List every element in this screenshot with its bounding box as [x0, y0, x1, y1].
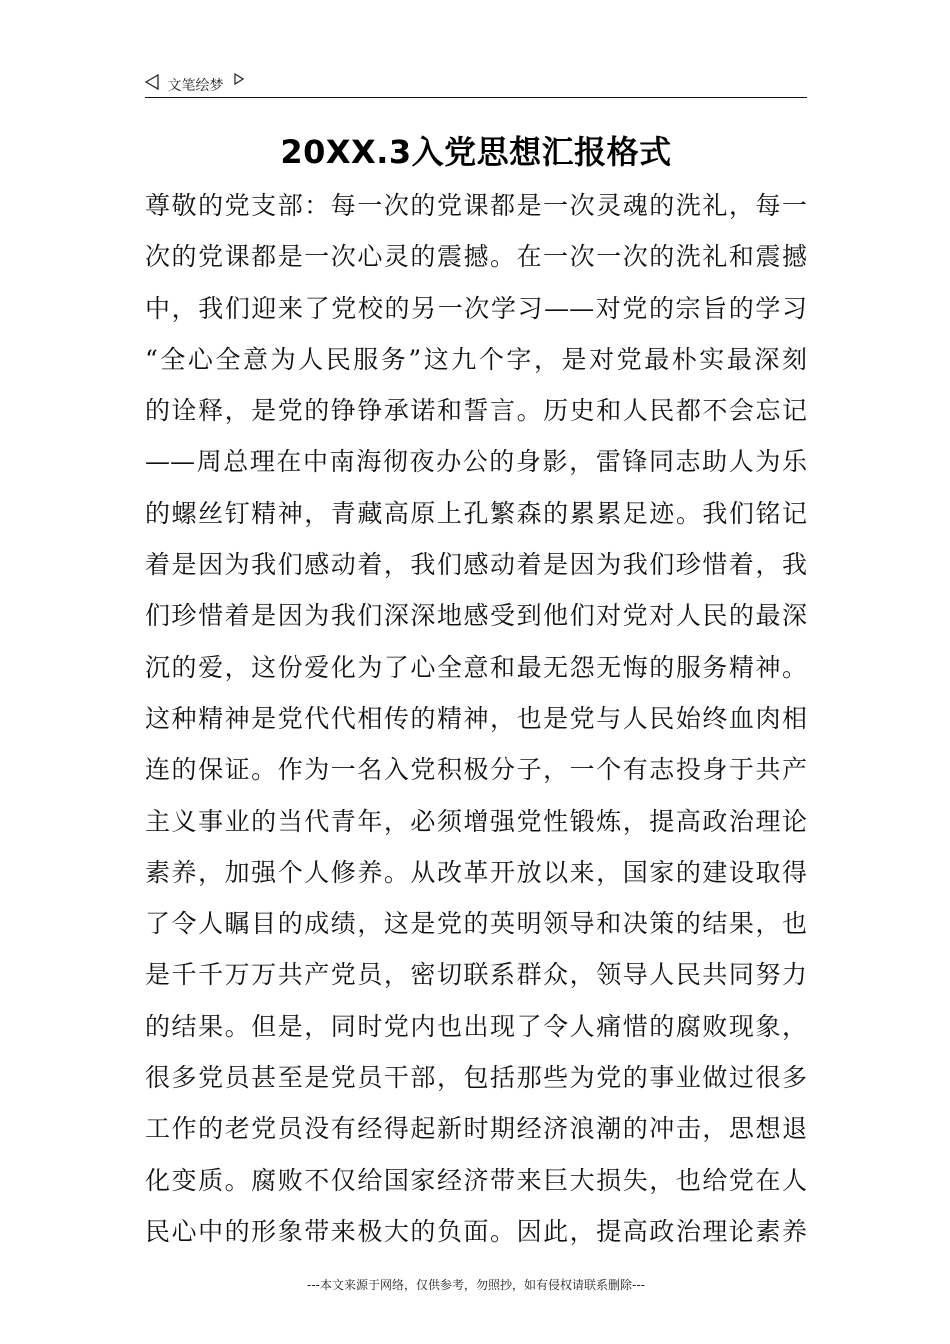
body-text-line: 沉的爱，这份爱化为了心全意和最无怨无悔的服务精神。 — [145, 652, 807, 682]
page-header — [145, 74, 807, 96]
body-text-line: 尊敬的党支部：每一次的党课都是一次灵魂的洗礼，每一 — [145, 191, 807, 220]
body-text-line: 次的党课都是一次心灵的震撼。在一次一次的洗礼和震撼 — [145, 242, 807, 272]
body-text-line: 素养，加强个人修养。从改革开放以来，国家的建设取得 — [145, 857, 807, 887]
body-text-line: 的螺丝钉精神，青藏高原上孔繁森的累累足迹。我们铭记 — [145, 498, 807, 528]
body-text-line: 民心中的形象带来极大的负面。因此，提高政治理论素养 — [145, 1216, 807, 1246]
document-title: 20XX.3入党思想汇报格式 — [280, 133, 672, 171]
body-text-line: ——周总理在中南海彻夜办公的身影，雷锋同志助人为乐 — [145, 447, 807, 477]
body-text-line: 的结果。但是，同时党内也出现了令人痛惜的腐败现象， — [145, 1011, 807, 1041]
page-footer: ---本文来源于网络，仅供参考，勿照抄，如有侵权请联系删除--- — [307, 1278, 645, 1292]
triangle-right-icon — [234, 75, 244, 97]
body-text-line: 连的保证。作为一名入党积极分子，一个有志投身于共产 — [145, 755, 807, 785]
body-text-line: 很多党员甚至是党员干部，包括那些为党的事业做过很多 — [145, 1063, 807, 1093]
header-brand: 文笔绘梦 — [167, 77, 224, 94]
body-text-line: 着是因为我们感动着，我们感动着是因为我们珍惜着，我 — [145, 550, 807, 580]
body-text-line: 了令人瞩目的成绩，这是党的英明领导和决策的结果，也 — [145, 909, 807, 939]
body-text-line: 主义事业的当代青年，必须增强党性锻炼，提高政治理论 — [145, 806, 807, 836]
body-text-line: 这种精神是党代代相传的精神，也是党与人民始终血肉相 — [145, 703, 807, 733]
triangle-left-icon — [145, 74, 159, 97]
document-body — [145, 180, 807, 1257]
body-text-line: “全心全意为人民服务”这九个字，是对党最朴实最深刻 — [145, 344, 807, 374]
body-text-line: 化变质。腐败不仅给国家经济带来巨大损失，也给党在人 — [145, 1165, 807, 1195]
body-text-line: 工作的老党员没有经得起新时期经济浪潮的冲击，思想退 — [145, 1114, 807, 1144]
body-text-line: 的诠释，是党的铮铮承诺和誓言。历史和人民都不会忘记 — [145, 396, 807, 426]
body-text-line: 中，我们迎来了党校的另一次学习——对党的宗旨的学习 — [145, 293, 807, 323]
body-text-line: 们珍惜着是因为我们深深地感受到他们对党对人民的最深 — [145, 601, 807, 631]
header-divider — [145, 97, 807, 98]
body-text-line: 是千千万万共产党员，密切联系群众，领导人民共同努力 — [145, 960, 807, 990]
